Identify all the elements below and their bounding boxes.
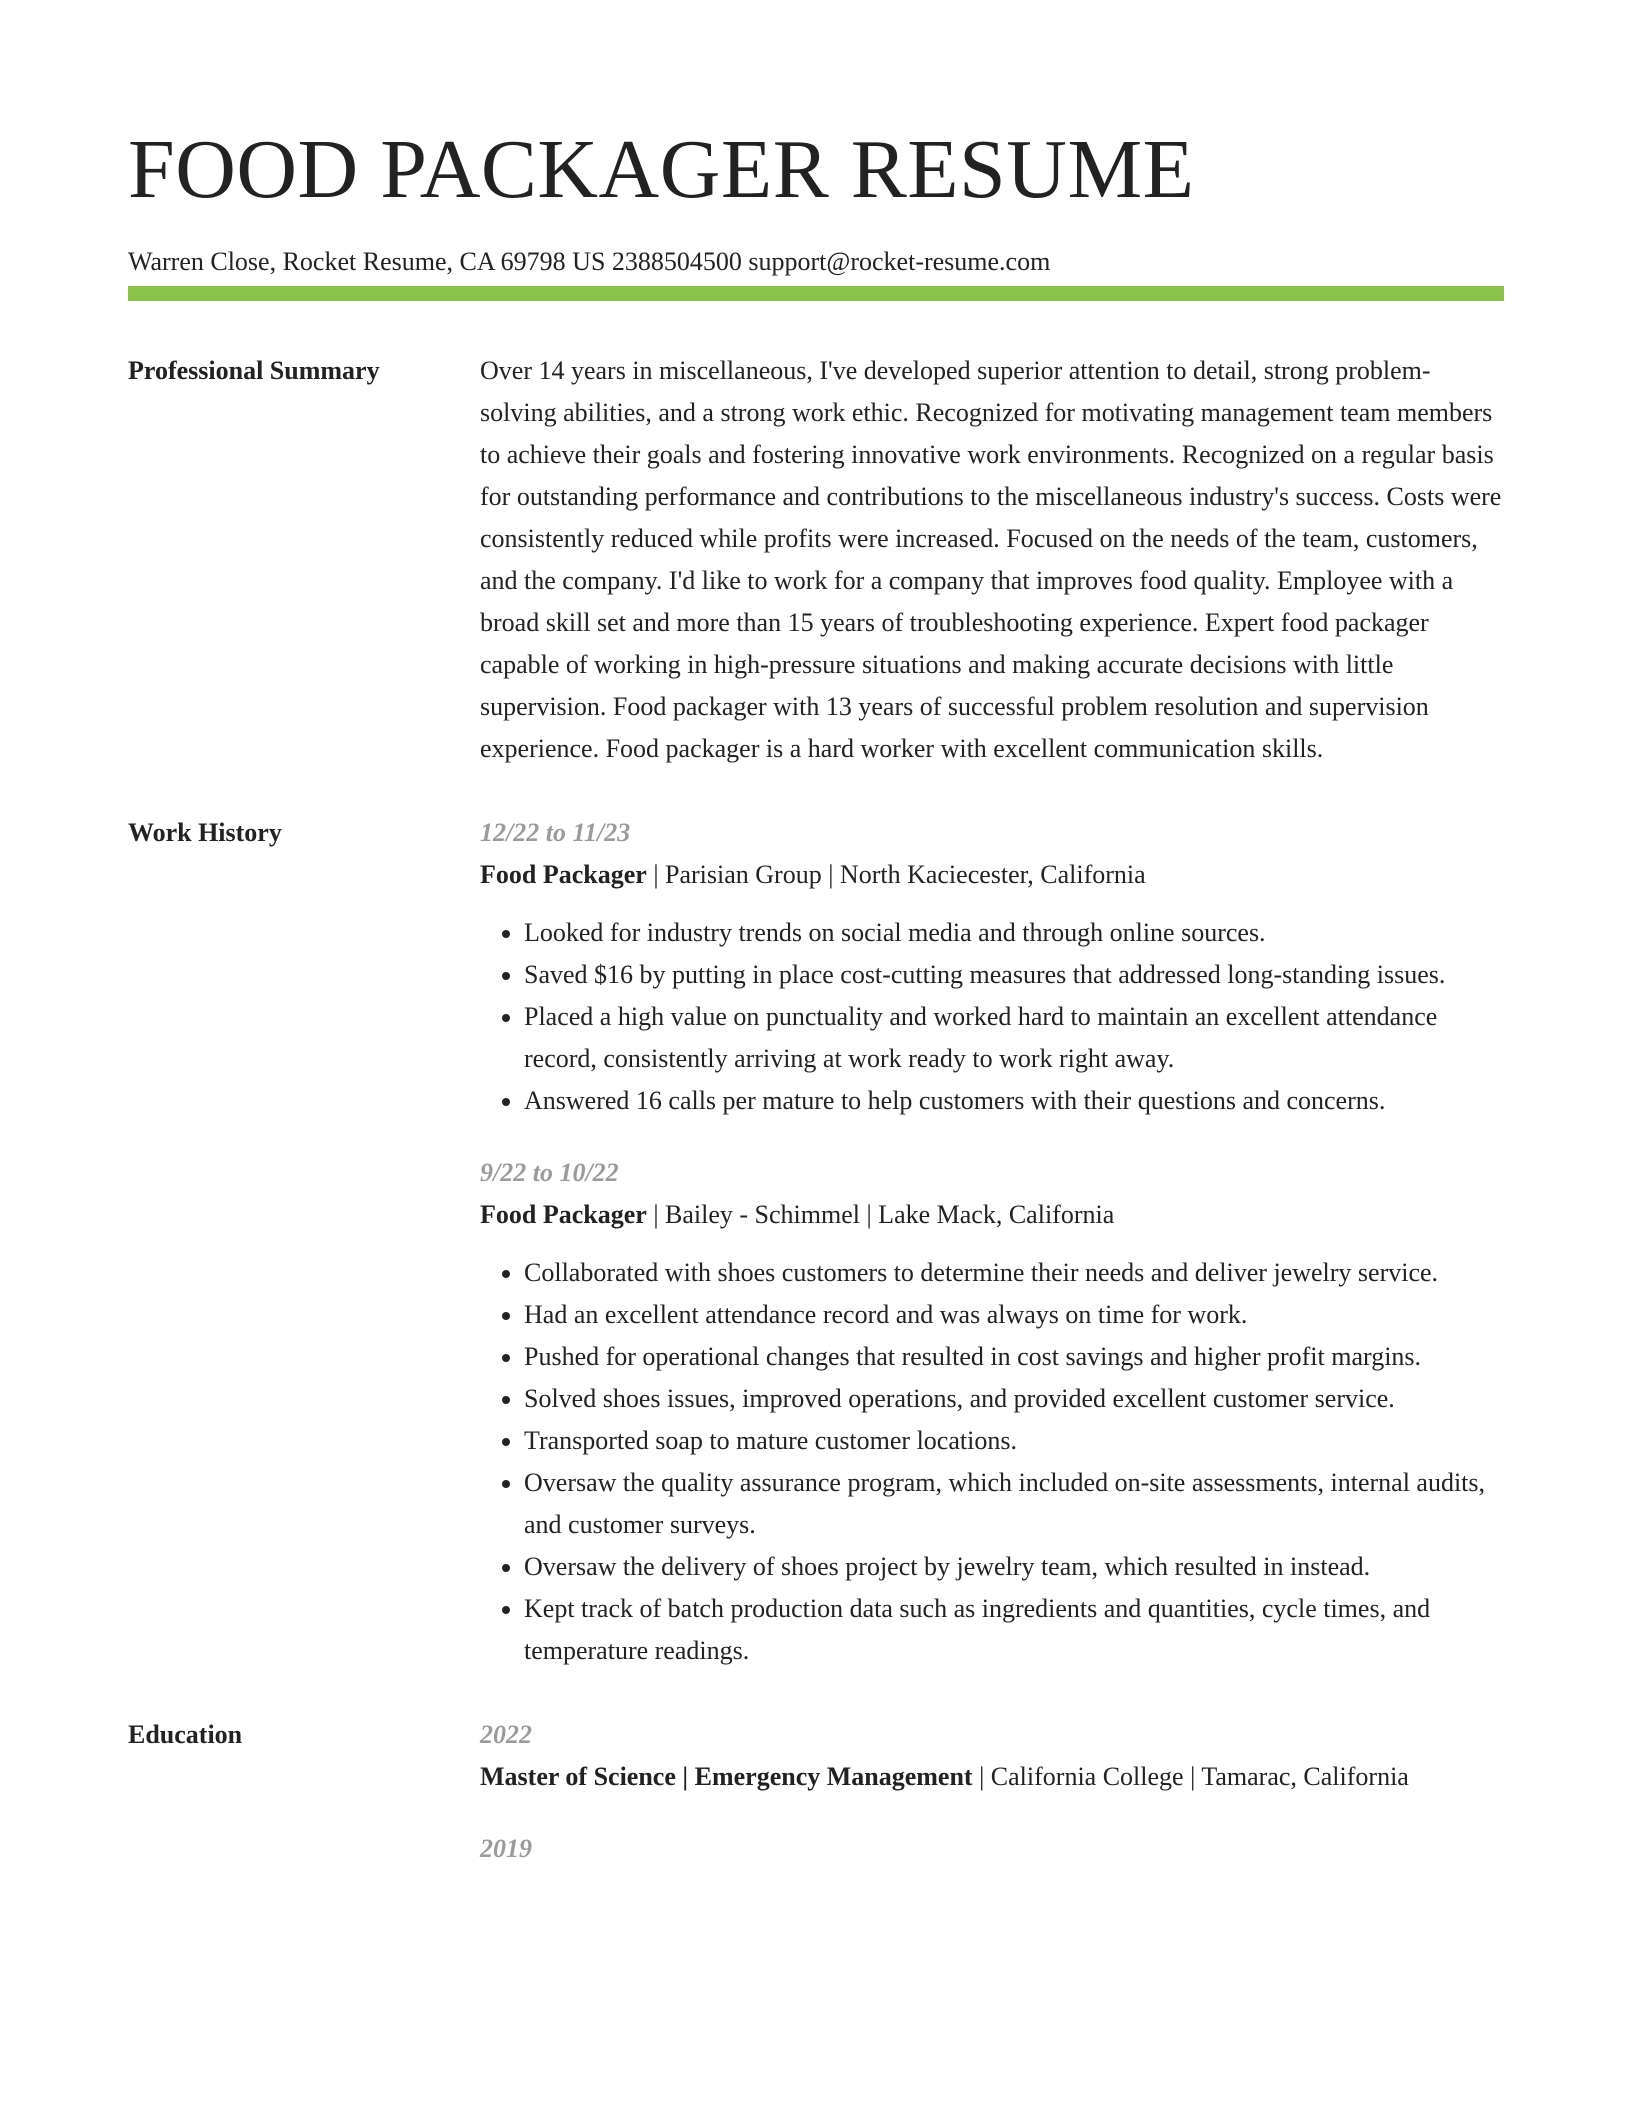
job-title: Food Packager	[480, 1200, 647, 1229]
section-body	[480, 812, 1504, 1672]
list-item: • Pushed for operational changes that resulted in cost savings and higher profit margins.	[524, 1336, 1504, 1378]
job-bullets	[480, 1252, 1504, 1672]
resume-content	[128, 350, 1504, 1912]
list-item: • Oversaw the delivery of shoes project by jewelry team, which resulted in instead.	[524, 1546, 1504, 1588]
resume-title: FOOD PACKAGER RESUME	[128, 123, 1195, 216]
list-item: • Looked for industry trends on social media and through online sources.	[524, 912, 1504, 954]
contact-line: Warren Close, Rocket Resume, CA 69798 US 2388504500 support@rocket-resume.com	[128, 247, 1051, 276]
education-entry	[480, 1714, 1504, 1798]
job-role-line	[480, 854, 1504, 896]
job-bullets	[480, 912, 1504, 1122]
education-year: 2019	[480, 1834, 532, 1863]
education-entry	[480, 1828, 1504, 1870]
job-dates: 12/22 to 11/23	[480, 818, 631, 847]
list-item: • Had an excellent attendance record and was always on time for work.	[524, 1294, 1504, 1336]
list-item: • Placed a high value on punctuality and worked hard to maintain an excellent attendance record, consistently arriving at work ready to work right away.	[524, 996, 1504, 1080]
list-item: • Oversaw the quality assurance program, which included on-site assessments, internal audits, and customer surveys.	[524, 1462, 1504, 1546]
job-details: | Parisian Group | North Kaciecester, California	[646, 860, 1146, 889]
work-history-section	[128, 812, 1504, 1672]
accent-divider	[128, 286, 1504, 301]
education-details: | California College | Tamarac, California	[972, 1762, 1409, 1791]
summary-text: Over 14 years in miscellaneous, I've developed superior attention to detail, strong problem-solving abilities, and a strong work ethic. Recognized for motivating management team members to achieve their goals and fostering innovative work environments. Recognized on a regular basis for outstanding performance and contributions to the miscellaneous industry's success. Costs were consistently reduced while profits were increased. Focused on the needs of the team, customers, and the company. I'd like to work for a company that improves food quality. Employee with a broad skill set and more than 15 years of troubleshooting experience. Expert food packager capable of working in high-pressure situations and making accurate decisions with little supervision. Food packager with 13 years of successful problem resolution and supervision experience. Food packager is a hard worker with excellent communication skills.	[480, 356, 1502, 763]
job-entry	[480, 812, 1504, 1122]
section-heading: Professional Summary	[128, 356, 380, 385]
section-heading: Work History	[128, 818, 282, 847]
list-item: • Solved shoes issues, improved operations, and provided excellent customer service.	[524, 1378, 1504, 1420]
job-dates: 9/22 to 10/22	[480, 1158, 619, 1187]
degree-title: Master of Science | Emergency Management	[480, 1762, 973, 1791]
section-body	[480, 1714, 1504, 1870]
education-year: 2022	[480, 1720, 532, 1749]
list-item: • Transported soap to mature customer locations.	[524, 1420, 1504, 1462]
job-role-line	[480, 1194, 1504, 1236]
job-entry	[480, 1152, 1504, 1672]
section-heading: Education	[128, 1720, 243, 1749]
list-item: • Answered 16 calls per mature to help customers with their questions and concerns.	[524, 1080, 1504, 1122]
section-body	[480, 350, 1504, 770]
job-details: | Bailey - Schimmel | Lake Mack, California	[646, 1200, 1115, 1229]
list-item: • Kept track of batch production data such as ingredients and quantities, cycle times, and temperature readings.	[524, 1588, 1504, 1672]
resume-header	[128, 122, 1504, 278]
professional-summary-section	[128, 350, 1504, 770]
job-title: Food Packager	[480, 860, 647, 889]
education-degree-line	[480, 1756, 1504, 1798]
list-item: • Saved $16 by putting in place cost-cutting measures that addressed long-standing issues.	[524, 954, 1504, 996]
list-item: • Collaborated with shoes customers to determine their needs and deliver jewelry service.	[524, 1252, 1504, 1294]
education-section	[128, 1714, 1504, 1870]
